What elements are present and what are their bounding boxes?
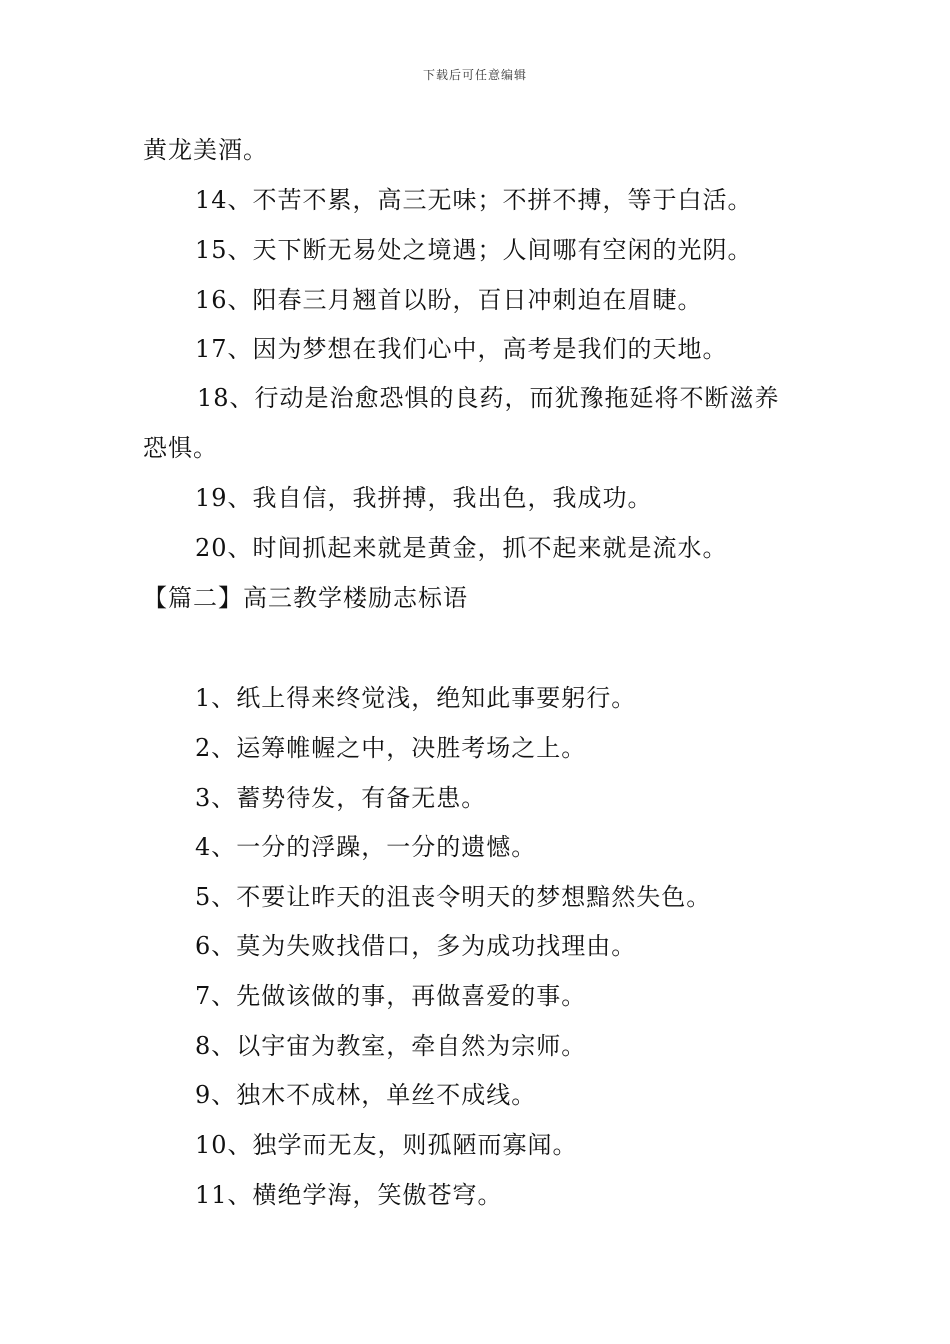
list-item-19: 19、我自信，我拼搏，我出色，我成功。	[195, 484, 653, 512]
continuation-text: 黄龙美酒。	[143, 136, 268, 164]
list-item-1: 1、纸上得来终觉浅，绝知此事要躬行。	[195, 684, 637, 712]
section-heading: 【篇二】高三教学楼励志标语	[143, 584, 468, 612]
page-header-note: 下载后可任意编辑	[422, 68, 527, 82]
list-item-20: 20、时间抓起来就是黄金，抓不起来就是流水。	[195, 534, 728, 562]
list-item-4: 4、一分的浮躁，一分的遗憾。	[195, 833, 537, 861]
list-item-11: 11、横绝学海，笑傲苍穹。	[195, 1181, 503, 1209]
list-item-2: 2、运筹帷幄之中，决胜考场之上。	[195, 734, 587, 762]
list-item-3: 3、蓄势待发，有备无患。	[195, 784, 487, 812]
list-item-16: 16、阳春三月翘首以盼，百日冲刺迫在眉睫。	[195, 286, 703, 314]
list-item-17: 17、因为梦想在我们心中，高考是我们的天地。	[195, 335, 728, 363]
list-item-5: 5、不要让昨天的沮丧令明天的梦想黯然失色。	[195, 883, 712, 911]
list-item-14: 14、不苦不累，高三无味；不拼不搏，等于白活。	[195, 186, 753, 214]
list-item-18-wrap: 恐惧。	[143, 434, 218, 462]
list-item-7: 7、先做该做的事，再做喜爱的事。	[195, 982, 587, 1010]
list-item-18: 18、行动是治愈恐惧的良药，而犹豫拖延将不断滋养	[197, 384, 780, 412]
list-item-6: 6、莫为失败找借口，多为成功找理由。	[195, 932, 637, 960]
list-item-8: 8、以宇宙为教室，牵自然为宗师。	[195, 1032, 587, 1060]
list-item-9: 9、独木不成林，单丝不成线。	[195, 1081, 537, 1109]
list-item-15: 15、天下断无易处之境遇；人间哪有空闲的光阴。	[195, 236, 753, 264]
list-item-10: 10、独学而无友，则孤陋而寡闻。	[195, 1131, 578, 1159]
